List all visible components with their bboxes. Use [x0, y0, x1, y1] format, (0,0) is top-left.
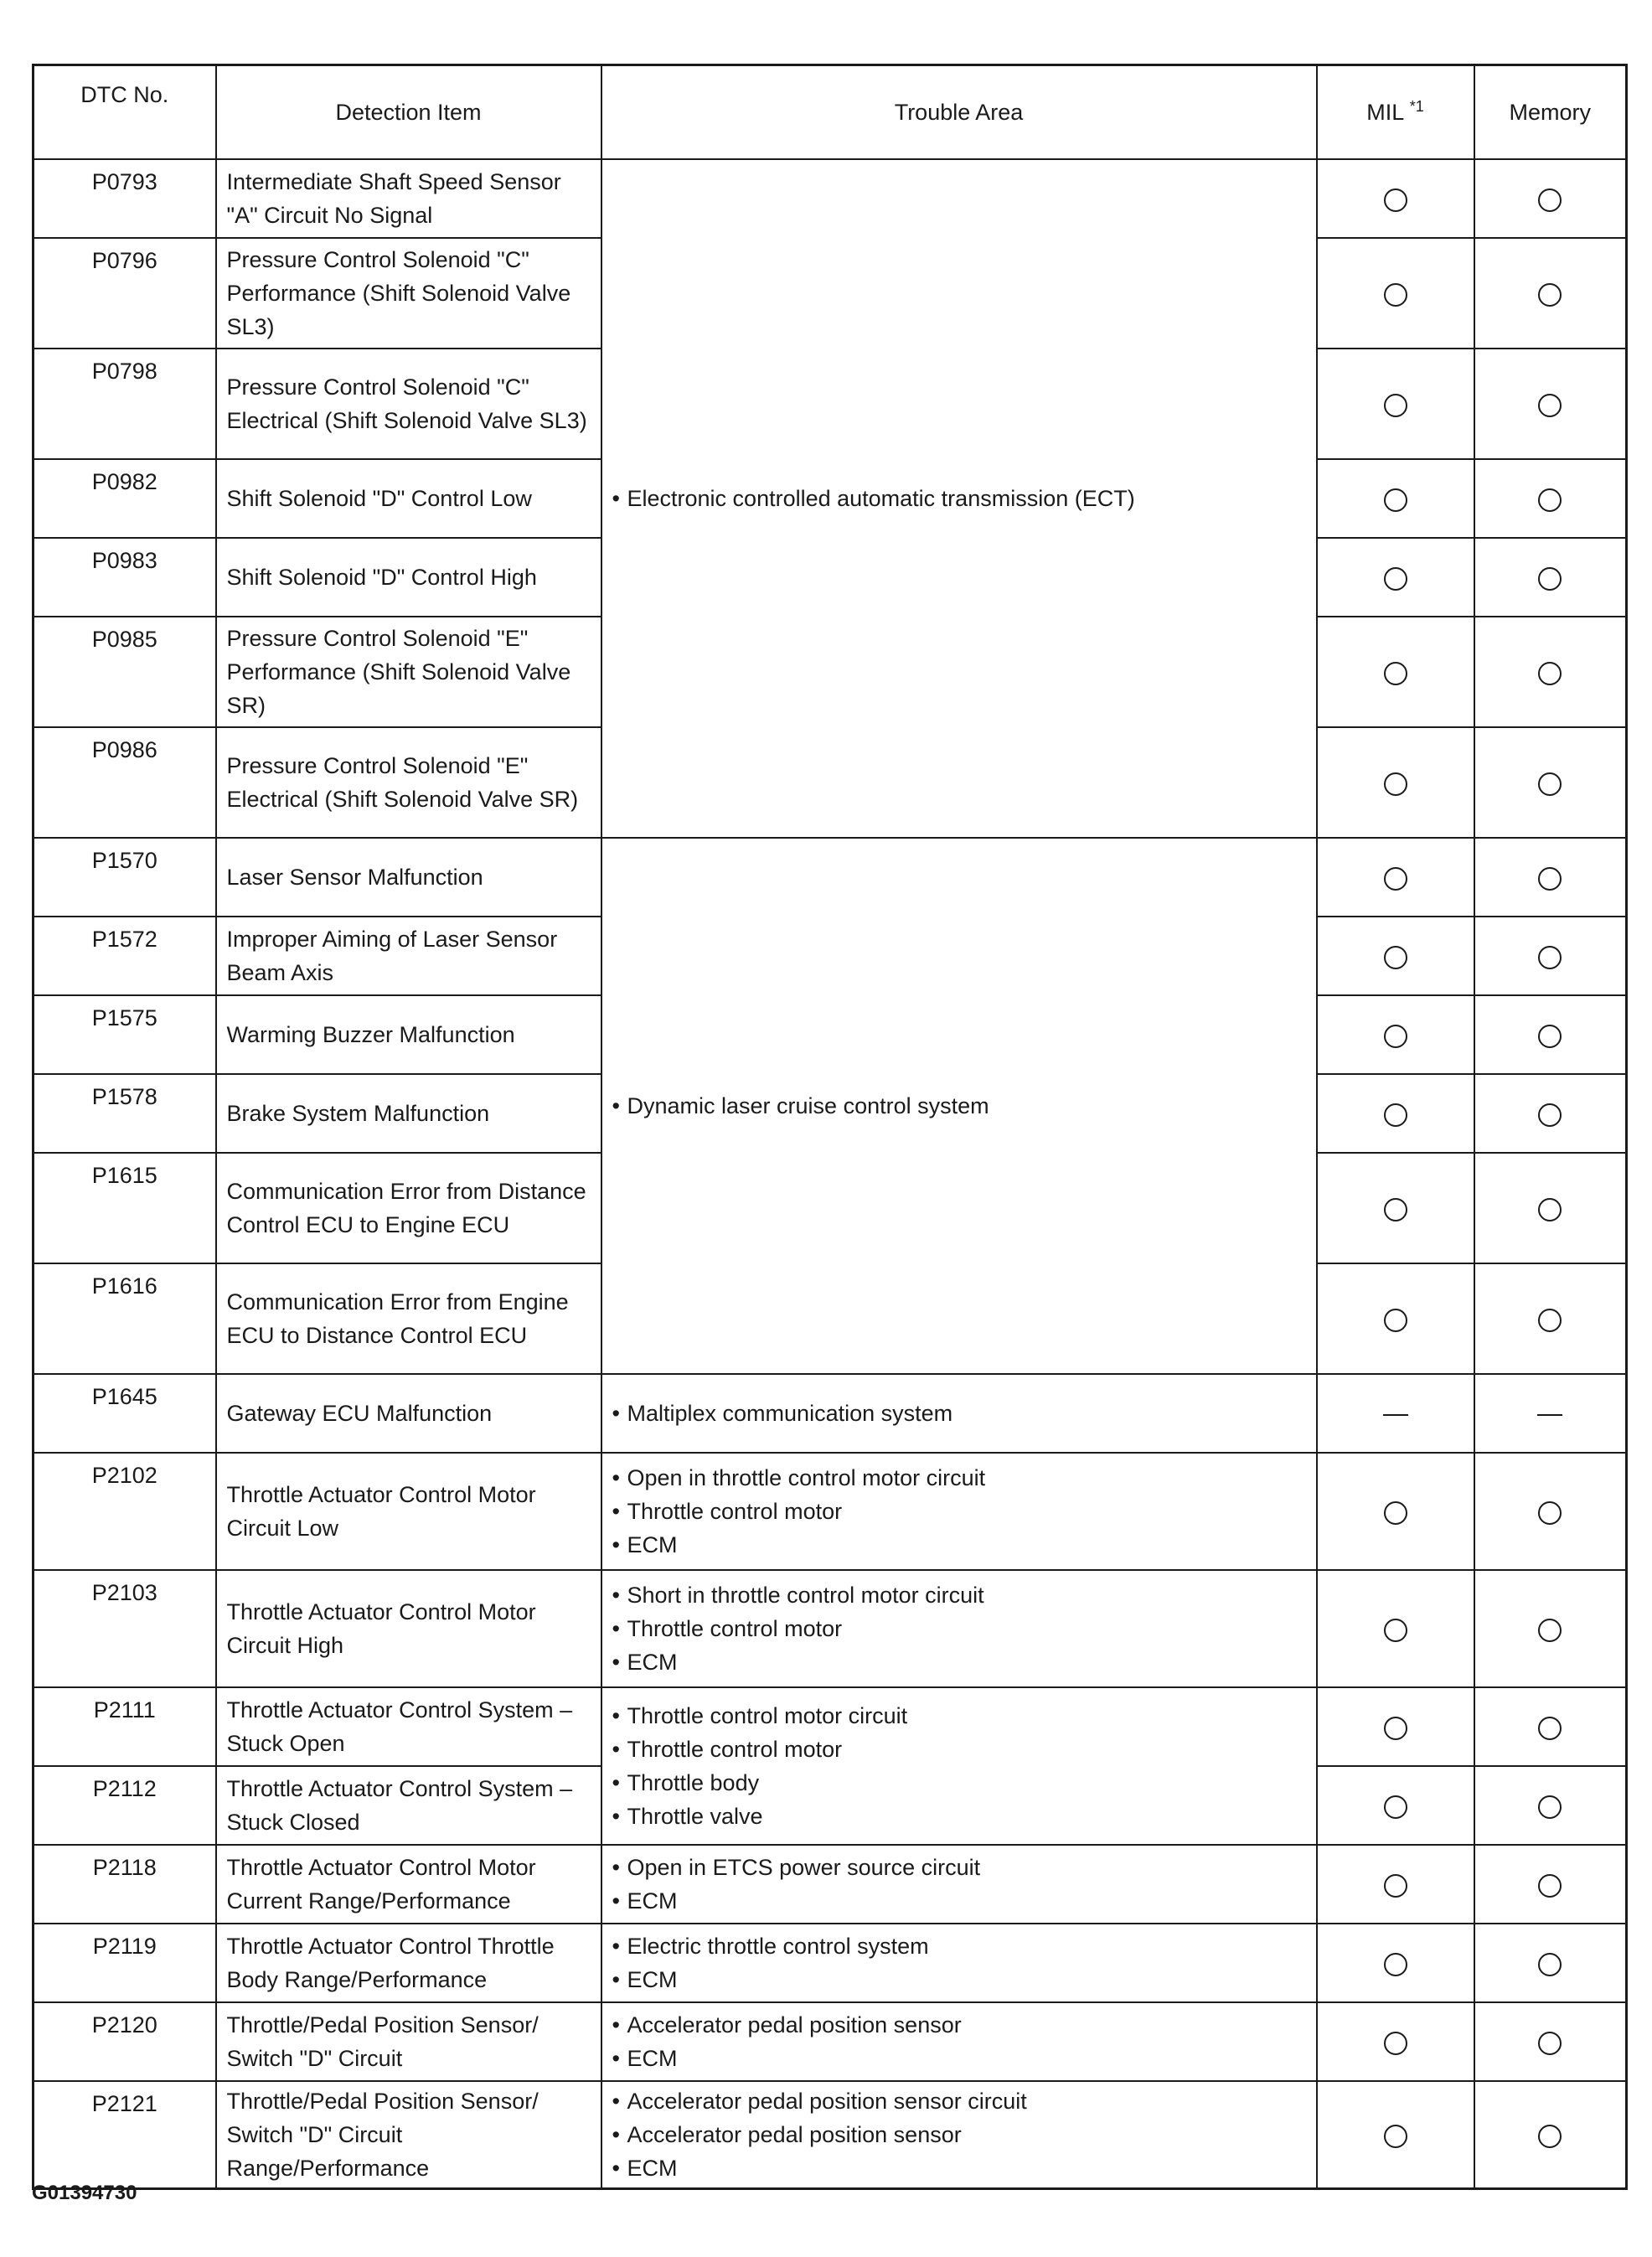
trouble-area-item [612, 1397, 1308, 1430]
mil-cell [1317, 238, 1474, 349]
trouble-area-cell [601, 1924, 1317, 2002]
header-row [34, 65, 1627, 160]
circle-mark-icon [1384, 2125, 1407, 2148]
trouble-area-cell [601, 2081, 1317, 2188]
trouble-area-item [612, 1612, 1308, 1645]
trouble-area-text: Electric throttle control system [627, 1934, 929, 1959]
mil-cell [1317, 538, 1474, 617]
detection-item-cell: Intermediate Shaft Speed Sensor "A" Circuit No Signal [216, 159, 601, 238]
table-row [34, 159, 1627, 238]
bullet-icon: • [612, 2088, 620, 2114]
detection-item-cell: Pressure Control Solenoid "C" Performance (Shift Solenoid Valve SL3) [216, 238, 601, 349]
mil-cell [1317, 159, 1474, 238]
mil-cell [1317, 459, 1474, 538]
dtc-code-cell: P1578 [34, 1074, 216, 1153]
circle-mark-icon [1384, 946, 1407, 969]
table-row [34, 1845, 1627, 1924]
trouble-area-text: Throttle control motor [627, 1616, 843, 1641]
circle-mark-icon [1384, 1198, 1407, 1221]
dtc-code-cell: P0985 [34, 617, 216, 727]
dtc-code-cell: P2118 [34, 1845, 216, 1924]
detection-item-cell: Throttle/Pedal Position Sensor/ Switch "D" Circuit Range/Performance [216, 2081, 601, 2188]
mil-cell [1317, 1074, 1474, 1153]
bullet-icon: • [612, 2046, 620, 2071]
circle-mark-icon [1538, 2032, 1562, 2055]
bullet-icon: • [612, 2012, 620, 2037]
memory-cell [1474, 1374, 1627, 1453]
mil-cell [1317, 1263, 1474, 1374]
memory-cell [1474, 1687, 1627, 1766]
trouble-area-cell [601, 1570, 1317, 1687]
circle-mark-icon [1538, 283, 1562, 307]
header-detection-item: Detection Item [216, 65, 601, 160]
memory-cell [1474, 727, 1627, 838]
detection-item-cell: Laser Sensor Malfunction [216, 838, 601, 917]
trouble-area-text: Dynamic laser cruise control system [627, 1093, 989, 1118]
circle-mark-icon [1384, 1103, 1407, 1127]
detection-item-cell: Throttle Actuator Control System – Stuck Closed [216, 1766, 601, 1845]
header-mil [1317, 65, 1474, 160]
circle-mark-icon [1538, 1309, 1562, 1332]
trouble-area-text: Throttle control motor [627, 1499, 843, 1524]
trouble-area-item [612, 1578, 1308, 1612]
table-body [34, 159, 1627, 2188]
memory-cell [1474, 238, 1627, 349]
dtc-code-cell: P0982 [34, 459, 216, 538]
detection-item-cell: Pressure Control Solenoid "E" Electrical (Shift Solenoid Valve SR) [216, 727, 601, 838]
trouble-area-cell [601, 1687, 1317, 1845]
detection-item-cell: Shift Solenoid "D" Control Low [216, 459, 601, 538]
trouble-area-text: Maltiplex communication system [627, 1401, 953, 1426]
circle-mark-icon [1384, 189, 1407, 212]
header-dtc-no: DTC No. [34, 65, 216, 160]
dtc-code-cell: P1616 [34, 1263, 216, 1374]
bullet-icon: • [612, 2155, 620, 2181]
mil-cell [1317, 1924, 1474, 2002]
trouble-area-text: Accelerator pedal position sensor [627, 2012, 962, 2037]
detection-item-cell: Communication Error from Distance Control ECU to Engine ECU [216, 1153, 601, 1263]
dash-mark-icon [1383, 1414, 1408, 1416]
circle-mark-icon [1384, 488, 1407, 512]
trouble-area-text: ECM [627, 2155, 678, 2181]
dtc-code-cell: P2102 [34, 1453, 216, 1570]
bullet-icon: • [612, 1703, 620, 1728]
bullet-icon: • [612, 1888, 620, 1914]
detection-item-cell: Throttle Actuator Control Motor Circuit Low [216, 1453, 601, 1570]
detection-item-cell: Throttle Actuator Control System – Stuck Open [216, 1687, 601, 1766]
bullet-icon: • [612, 1093, 620, 1118]
memory-cell [1474, 838, 1627, 917]
trouble-area-text: ECM [627, 1532, 678, 1557]
dtc-table [32, 64, 1628, 2190]
trouble-area-item [612, 1645, 1308, 1679]
table-row [34, 1570, 1627, 1687]
trouble-area-text: Throttle body [627, 1770, 760, 1795]
dtc-code-cell: P1575 [34, 995, 216, 1074]
circle-mark-icon [1384, 662, 1407, 685]
mil-cell [1317, 1570, 1474, 1687]
trouble-area-item [612, 1461, 1308, 1495]
memory-cell [1474, 1766, 1627, 1845]
memory-cell [1474, 159, 1627, 238]
bullet-icon: • [612, 1770, 620, 1795]
mil-cell [1317, 995, 1474, 1074]
trouble-area-text: ECM [627, 1650, 678, 1675]
circle-mark-icon [1538, 567, 1562, 591]
dtc-code-cell: P1645 [34, 1374, 216, 1453]
dash-mark-icon [1537, 1414, 1562, 1416]
bullet-icon: • [612, 2121, 620, 2147]
detection-item-cell: Throttle Actuator Control Throttle Body Range/Performance [216, 1924, 601, 2002]
table-row [34, 1687, 1627, 1766]
dtc-code-cell: P2103 [34, 1570, 216, 1687]
bullet-icon: • [612, 1465, 620, 1490]
dtc-code-cell: P1570 [34, 838, 216, 917]
circle-mark-icon [1538, 2125, 1562, 2148]
trouble-area-item [612, 1884, 1308, 1918]
trouble-area-item [612, 2118, 1308, 2151]
mil-cell [1317, 917, 1474, 995]
trouble-area-item [612, 1495, 1308, 1528]
detection-item-cell: Pressure Control Solenoid "E" Performance (Shift Solenoid Valve SR) [216, 617, 601, 727]
mil-cell [1317, 1374, 1474, 1453]
table-row [34, 2081, 1627, 2188]
mil-cell [1317, 2081, 1474, 2188]
circle-mark-icon [1384, 1717, 1407, 1740]
bullet-icon: • [612, 1616, 620, 1641]
circle-mark-icon [1384, 1309, 1407, 1332]
memory-cell [1474, 349, 1627, 459]
bullet-icon: • [612, 1967, 620, 1992]
bullet-icon: • [612, 1934, 620, 1959]
memory-cell [1474, 917, 1627, 995]
memory-cell [1474, 2002, 1627, 2081]
trouble-area-cell [601, 1374, 1317, 1453]
detection-item-cell: Improper Aiming of Laser Sensor Beam Axis [216, 917, 601, 995]
circle-mark-icon [1538, 867, 1562, 891]
bullet-icon: • [612, 1650, 620, 1675]
memory-cell [1474, 1924, 1627, 2002]
circle-mark-icon [1538, 946, 1562, 969]
trouble-area-item [612, 1800, 1308, 1833]
bullet-icon: • [612, 1804, 620, 1829]
circle-mark-icon [1538, 662, 1562, 685]
header-trouble-area: Trouble Area [601, 65, 1317, 160]
circle-mark-icon [1384, 2032, 1407, 2055]
table-row [34, 838, 1627, 917]
trouble-area-text: Electronic controlled automatic transmission (ECT) [627, 486, 1135, 511]
bullet-icon: • [612, 1855, 620, 1880]
mil-cell [1317, 1687, 1474, 1766]
memory-cell [1474, 538, 1627, 617]
trouble-area-item [612, 2008, 1308, 2042]
mil-cell [1317, 727, 1474, 838]
circle-mark-icon [1538, 394, 1562, 417]
trouble-area-text: Throttle control motor [627, 1737, 843, 1762]
circle-mark-icon [1538, 1717, 1562, 1740]
circle-mark-icon [1384, 772, 1407, 796]
trouble-area-item [612, 1699, 1308, 1733]
circle-mark-icon [1538, 488, 1562, 512]
trouble-area-item [612, 1766, 1308, 1800]
trouble-area-item [612, 1733, 1308, 1766]
trouble-area-cell [601, 838, 1317, 1374]
mil-cell [1317, 2002, 1474, 2081]
bullet-icon: • [612, 1532, 620, 1557]
trouble-area-text: Accelerator pedal position sensor circuit [627, 2088, 1027, 2114]
bullet-icon: • [612, 1401, 620, 1426]
memory-cell [1474, 2081, 1627, 2188]
trouble-area-text: ECM [627, 1967, 678, 1992]
memory-cell [1474, 1074, 1627, 1153]
detection-item-cell: Communication Error from Engine ECU to Distance Control ECU [216, 1263, 601, 1374]
circle-mark-icon [1384, 867, 1407, 891]
trouble-area-text: Throttle control motor circuit [627, 1703, 908, 1728]
mil-cell [1317, 1453, 1474, 1570]
trouble-area-item [612, 1851, 1308, 1884]
trouble-area-cell [601, 1453, 1317, 1570]
dtc-code-cell: P0798 [34, 349, 216, 459]
circle-mark-icon [1384, 1619, 1407, 1642]
mil-cell [1317, 349, 1474, 459]
trouble-area-text: Accelerator pedal position sensor [627, 2121, 962, 2147]
circle-mark-icon [1538, 189, 1562, 212]
dtc-code-cell: P2111 [34, 1687, 216, 1766]
memory-cell [1474, 1453, 1627, 1570]
circle-mark-icon [1538, 1874, 1562, 1898]
mil-cell [1317, 1153, 1474, 1263]
circle-mark-icon [1384, 1501, 1407, 1525]
dtc-code-cell: P0793 [34, 159, 216, 238]
trouble-area-text: Open in throttle control motor circuit [627, 1465, 986, 1490]
mil-cell [1317, 1845, 1474, 1924]
trouble-area-item [612, 2042, 1308, 2075]
trouble-area-text: ECM [627, 1888, 678, 1914]
detection-item-cell: Throttle Actuator Control Motor Circuit High [216, 1570, 601, 1687]
detection-item-cell: Shift Solenoid "D" Control High [216, 538, 601, 617]
memory-cell [1474, 1845, 1627, 1924]
circle-mark-icon [1538, 1501, 1562, 1525]
dtc-code-cell: P0796 [34, 238, 216, 349]
bullet-icon: • [612, 1499, 620, 1524]
bullet-icon: • [612, 1583, 620, 1608]
dtc-code-cell: P1572 [34, 917, 216, 995]
circle-mark-icon [1384, 1795, 1407, 1819]
dtc-code-cell: P0983 [34, 538, 216, 617]
trouble-area-item [612, 1528, 1308, 1562]
memory-cell [1474, 617, 1627, 727]
mil-cell [1317, 838, 1474, 917]
circle-mark-icon [1538, 1103, 1562, 1127]
trouble-area-text: ECM [627, 2046, 678, 2071]
dtc-code-cell: P2120 [34, 2002, 216, 2081]
header-mil-footnote: *1 [1409, 98, 1424, 115]
dtc-code-cell: P0986 [34, 727, 216, 838]
table-row [34, 1453, 1627, 1570]
memory-cell [1474, 1570, 1627, 1687]
dtc-code-cell: P2112 [34, 1766, 216, 1845]
table-row [34, 1374, 1627, 1453]
circle-mark-icon [1538, 1619, 1562, 1642]
trouble-area-cell [601, 2002, 1317, 2081]
trouble-area-text: Throttle valve [627, 1804, 763, 1829]
circle-mark-icon [1538, 1795, 1562, 1819]
trouble-area-item [612, 2084, 1308, 2118]
circle-mark-icon [1538, 1953, 1562, 1976]
detection-item-cell: Gateway ECU Malfunction [216, 1374, 601, 1453]
table-row [34, 1924, 1627, 2002]
circle-mark-icon [1538, 772, 1562, 796]
trouble-area-item [612, 2151, 1308, 2185]
bullet-icon: • [612, 486, 620, 511]
circle-mark-icon [1538, 1025, 1562, 1048]
memory-cell [1474, 1153, 1627, 1263]
detection-item-cell: Warming Buzzer Malfunction [216, 995, 601, 1074]
circle-mark-icon [1384, 1953, 1407, 1976]
circle-mark-icon [1384, 1025, 1407, 1048]
detection-item-cell: Throttle Actuator Control Motor Current Range/Performance [216, 1845, 601, 1924]
dtc-code-cell: P2121 [34, 2081, 216, 2188]
trouble-area-text: Open in ETCS power source circuit [627, 1855, 981, 1880]
figure-id: G01394730 [32, 2182, 137, 2204]
dtc-code-cell: P2119 [34, 1924, 216, 2002]
header-memory: Memory [1474, 65, 1627, 160]
dtc-code-cell: P1615 [34, 1153, 216, 1263]
memory-cell [1474, 995, 1627, 1074]
trouble-area-item [612, 1089, 1308, 1123]
trouble-area-cell [601, 159, 1317, 838]
table-row [34, 2002, 1627, 2081]
detection-item-cell: Brake System Malfunction [216, 1074, 601, 1153]
circle-mark-icon [1384, 567, 1407, 591]
memory-cell [1474, 1263, 1627, 1374]
detection-item-cell: Throttle/Pedal Position Sensor/ Switch "D" Circuit [216, 2002, 601, 2081]
mil-cell [1317, 617, 1474, 727]
bullet-icon: • [612, 1737, 620, 1762]
circle-mark-icon [1538, 1198, 1562, 1221]
trouble-area-item [612, 482, 1308, 515]
trouble-area-item [612, 1929, 1308, 1963]
trouble-area-text: Short in throttle control motor circuit [627, 1583, 984, 1608]
trouble-area-item [612, 1963, 1308, 1996]
trouble-area-cell [601, 1845, 1317, 1924]
circle-mark-icon [1384, 394, 1407, 417]
circle-mark-icon [1384, 283, 1407, 307]
mil-cell [1317, 1766, 1474, 1845]
circle-mark-icon [1384, 1874, 1407, 1898]
memory-cell [1474, 459, 1627, 538]
header-mil-label: MIL [1366, 100, 1404, 125]
detection-item-cell: Pressure Control Solenoid "C" Electrical (Shift Solenoid Valve SL3) [216, 349, 601, 459]
